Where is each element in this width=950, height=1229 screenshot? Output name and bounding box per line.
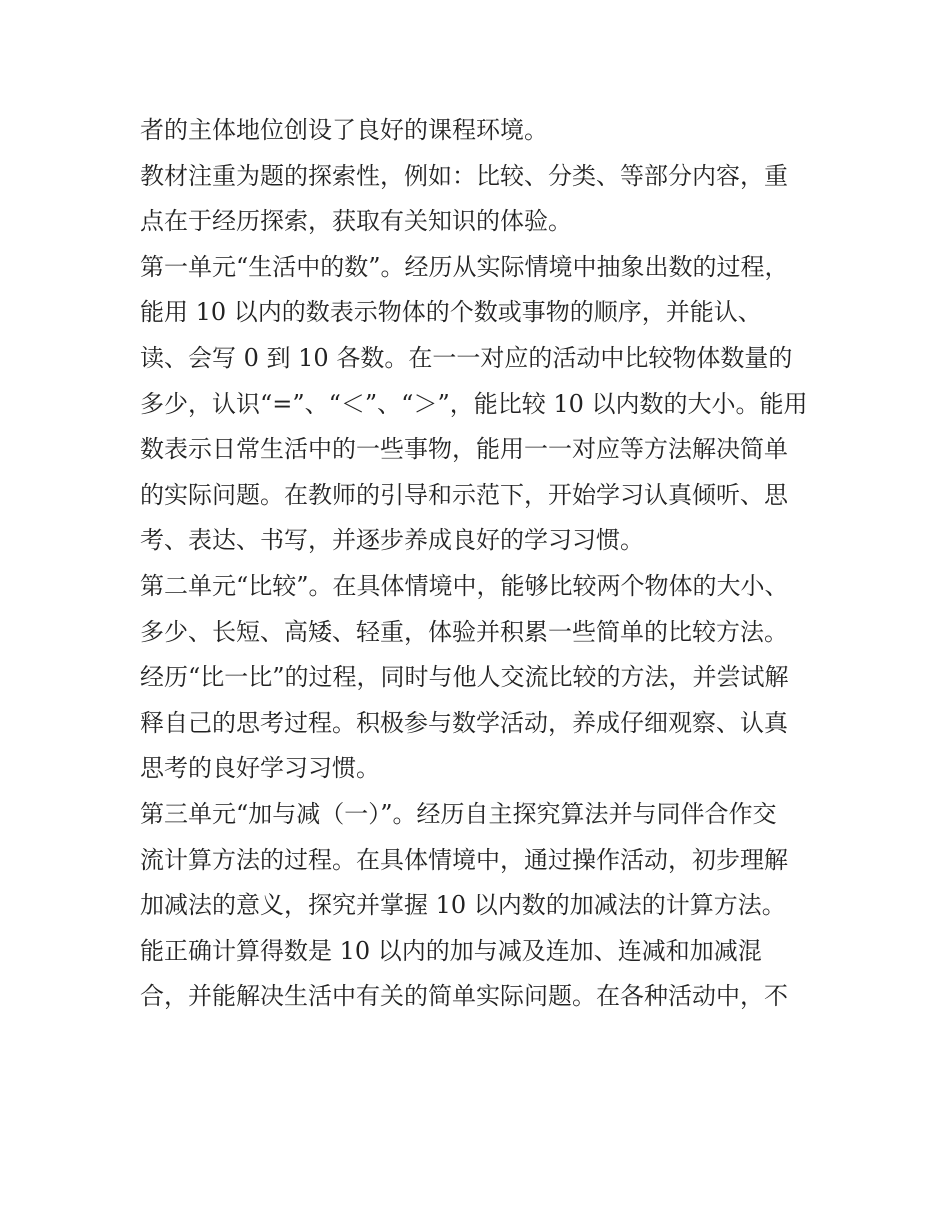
- text-line: 合，并能解决生活中有关的简单实际问题。在各种活动中，不: [140, 982, 788, 1011]
- text-line: 教材注重为题的探索性，例如：比较、分类、等部分内容，重: [140, 161, 788, 190]
- text-line: 第二单元“比较”。在具体情境中，能够比较两个物体的大小、: [140, 571, 789, 600]
- text-line: 思考的良好学习习惯。: [140, 754, 380, 783]
- text-line: 者的主体地位创设了良好的课程环境。: [140, 116, 548, 144]
- text-line: 能用 10 以内的数表示物体的个数或事物的顺序，并能认、: [140, 298, 762, 327]
- body-text: [140, 108, 830, 1020]
- text-line: 加减法的意义，探究并掌握 10 以内数的加减法的计算方法。: [140, 891, 786, 920]
- text-line: 点在于经历探索，获取有关知识的体验。: [140, 207, 572, 236]
- text-line: 读、会写 0 到 10 各数。在一一对应的活动中比较物体数量的: [140, 343, 793, 372]
- text-line: 的实际问题。在教师的引导和示范下，开始学习认真倾听、思: [140, 480, 788, 509]
- text-line: 释自己的思考过程。积极参与数学活动，养成仔细观察、认真: [140, 708, 788, 737]
- text-line: 第一单元“生活中的数”。经历从实际情境中抽象出数的过程，: [140, 252, 789, 281]
- text-line: 多少、长短、高矮、轻重，体验并积累一些简单的比较方法。: [140, 617, 788, 646]
- text-line: 第三单元“加与减（一）”。经历自主探究算法并与同伴合作交: [140, 799, 777, 828]
- text-line: 考、表达、书写，并逐步养成良好的学习习惯。: [140, 526, 644, 555]
- text-line: 数表示日常生活中的一些事物，能用一一对应等方法解决简单: [140, 435, 788, 464]
- text-line: 流计算方法的过程。在具体情境中，通过操作活动，初步理解: [140, 845, 788, 874]
- text-line: 经历“比一比”的过程，同时与他人交流比较的方法，并尝试解: [140, 663, 789, 692]
- text-line: 能正确计算得数是 10 以内的加与减及连加、连减和加减混: [140, 936, 762, 965]
- text-line: 多少，认识“=”、“＜”、“＞”，能比较 10 以内数的大小。能用: [140, 389, 808, 418]
